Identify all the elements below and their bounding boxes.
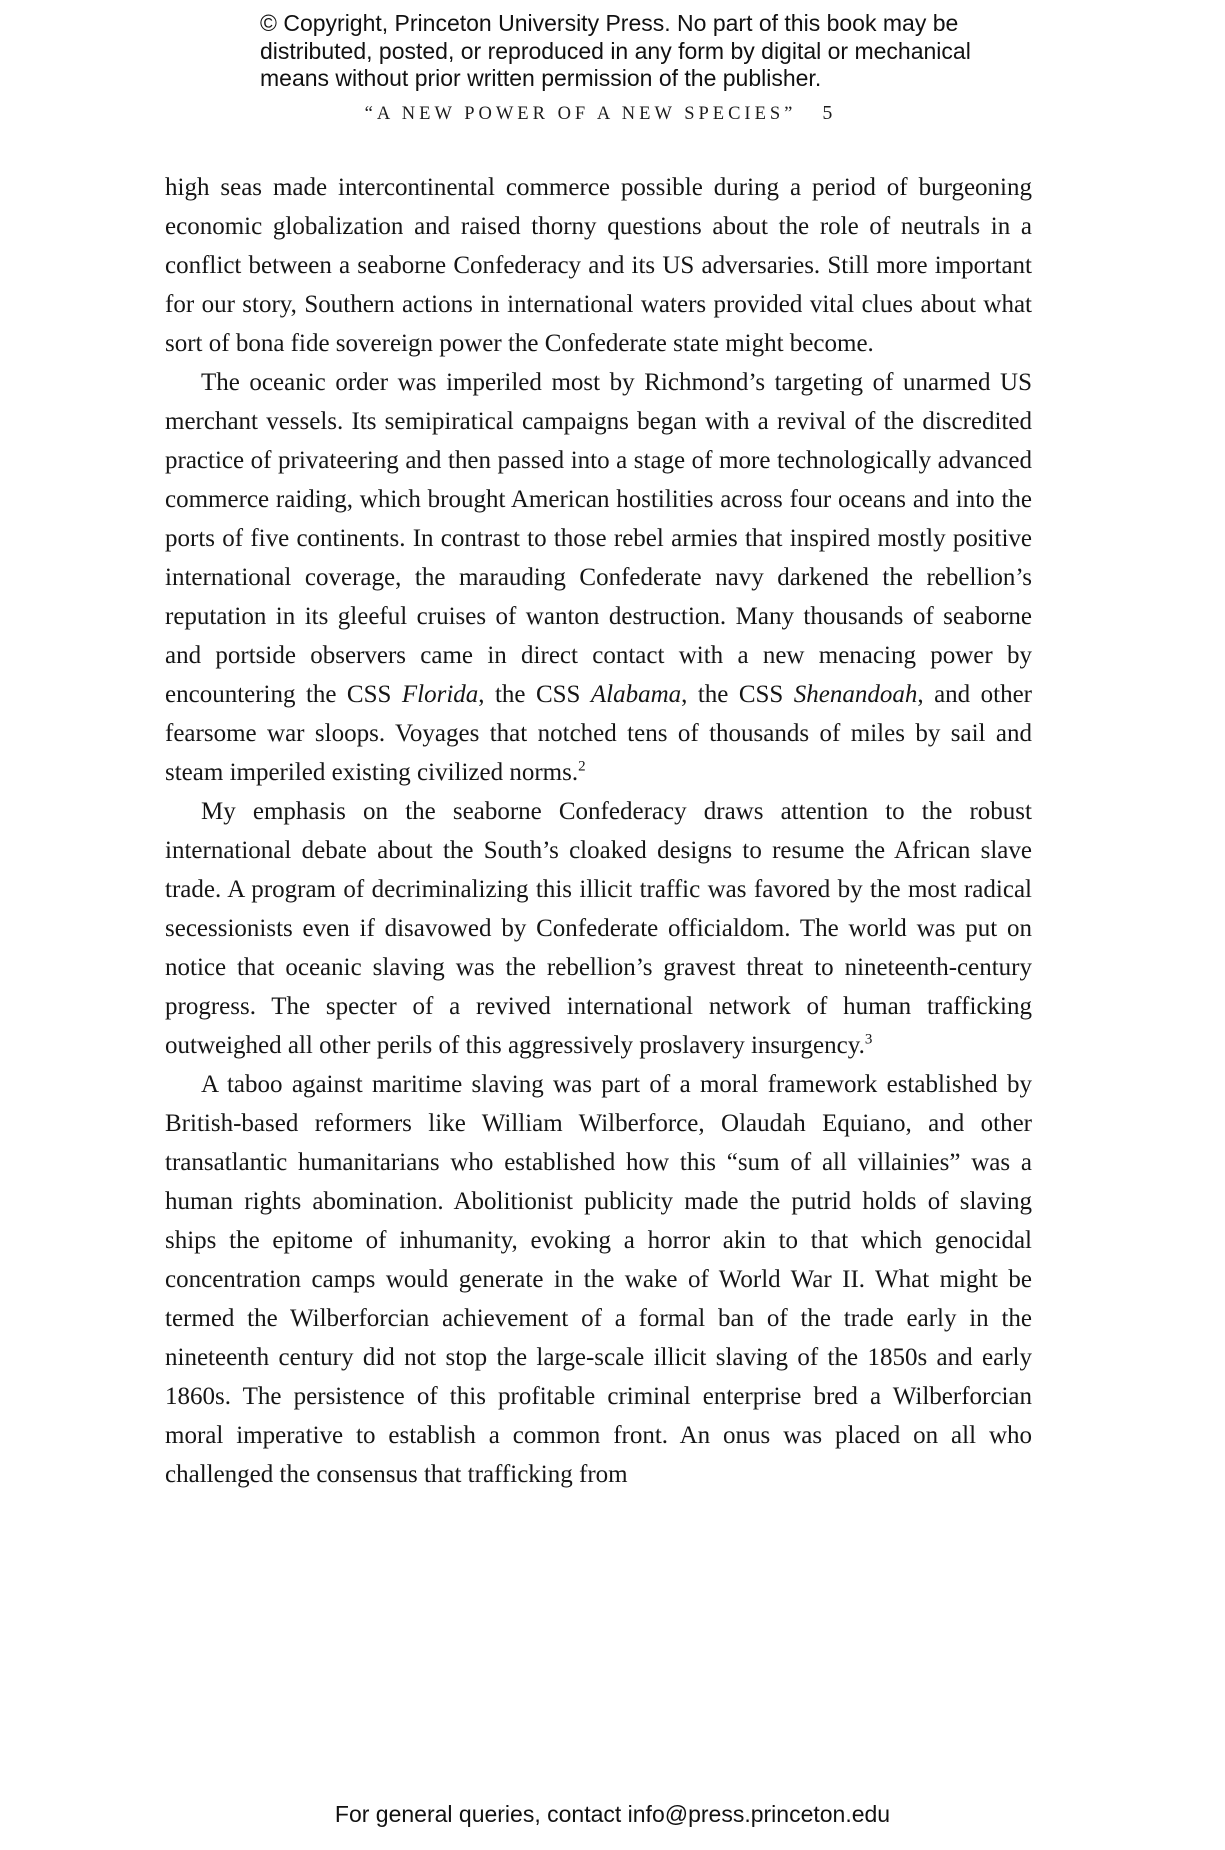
text-run: , and other fearsome war sloops. Voyages that notched tens of thousands of miles by sail and steam imperiled existing civilized norms.: [165, 681, 1032, 786]
chapter-title: “A NEW POWER OF A NEW SPECIES”: [364, 104, 797, 124]
ship-name: Alabama: [590, 681, 682, 708]
page-number: 5: [822, 102, 833, 124]
footnote-reference: 2: [578, 758, 586, 775]
paragraph: [165, 168, 1032, 363]
paragraph: [165, 363, 1032, 792]
body-text: [165, 168, 1032, 1494]
copyright-line: distributed, posted, or reproduced in any form by digital or mechanical: [260, 37, 971, 64]
copyright-line: © Copyright, Princeton University Press. No part of this book may be: [260, 10, 959, 36]
footnote-reference: 3: [864, 1031, 873, 1048]
text-run: high seas made intercontinental commerce possible during a period of burgeoning economic globalization and raised thorny questions about the role of neutrals in a conflict between a seaborne Confederacy and its US adversaries. Still more important for our story, Southern actions in international waters provided vital clues about what sort of bona fide sovereign power the Confederate state might become.: [165, 174, 1032, 357]
paragraph: [165, 1065, 1032, 1494]
paragraph: [165, 792, 1032, 1065]
text-run: The oceanic order was imperiled most by Richmond’s targeting of unarmed US merchant vessels. Its semipiratical campaigns began with a revival of the discredited practice of privateering and then passed into a stage of more technologically advanced commerce raiding, which brought American hostilities across four oceans and into the ports of five continents. In contrast to those rebel armies that inspired mostly positive international coverage, the marauding Confederate navy darkened the rebellion’s reputation in its gleeful cruises of wanton destruction. Many thousands of seaborne and portside observers came in direct contact with a new menacing power by encountering the CSS: [165, 369, 1032, 708]
footer-queries-line: For general queries, contact info@press.princeton.edu: [334, 1801, 891, 1827]
text-run: A taboo against maritime slaving was part of a moral framework established by British-based reformers like William Wilberforce, Olaudah Equiano, and other transatlantic humanitarians who established how this “sum of all villainies” was a human rights abomination. Abolitionist publicity made the putrid holds of slaving ships the epitome of inhumanity, evoking a horror akin to that which genocidal concentration camps would generate in the wake of World War II. What might be termed the Wilberforcian achievement of a formal ban of the trade early in the nineteenth century did not stop the large-scale illicit slaving of the 1850s and early 1860s. The persistence of this profitable criminal enterprise bred a Wilberforcian moral imperative to establish a common front. An onus was placed on all who challenged the consensus that trafficking from: [165, 1071, 1032, 1488]
text-run: , the CSS: [478, 681, 591, 708]
ship-name: Florida: [401, 681, 479, 708]
running-head: [165, 102, 1032, 125]
text-run: My emphasis on the seaborne Confederacy draws attention to the robust international debate about the South’s cloaked designs to resume the African slave trade. A program of decriminalizing this illicit traffic was favored by the most radical secessionists even if disavowed by Confederate officialdom. The world was put on notice that oceanic slaving was the rebellion’s gravest threat to nineteenth-century progress. The specter of a revived international network of human trafficking outweighed all other perils of this aggressively proslavery insurgency.: [165, 798, 1032, 1059]
copyright-line: means without prior written permission of the publisher.: [260, 65, 822, 91]
copyright-notice: [260, 10, 971, 93]
text-run: , the CSS: [681, 681, 794, 708]
ship-name: Shenandoah: [793, 681, 918, 708]
